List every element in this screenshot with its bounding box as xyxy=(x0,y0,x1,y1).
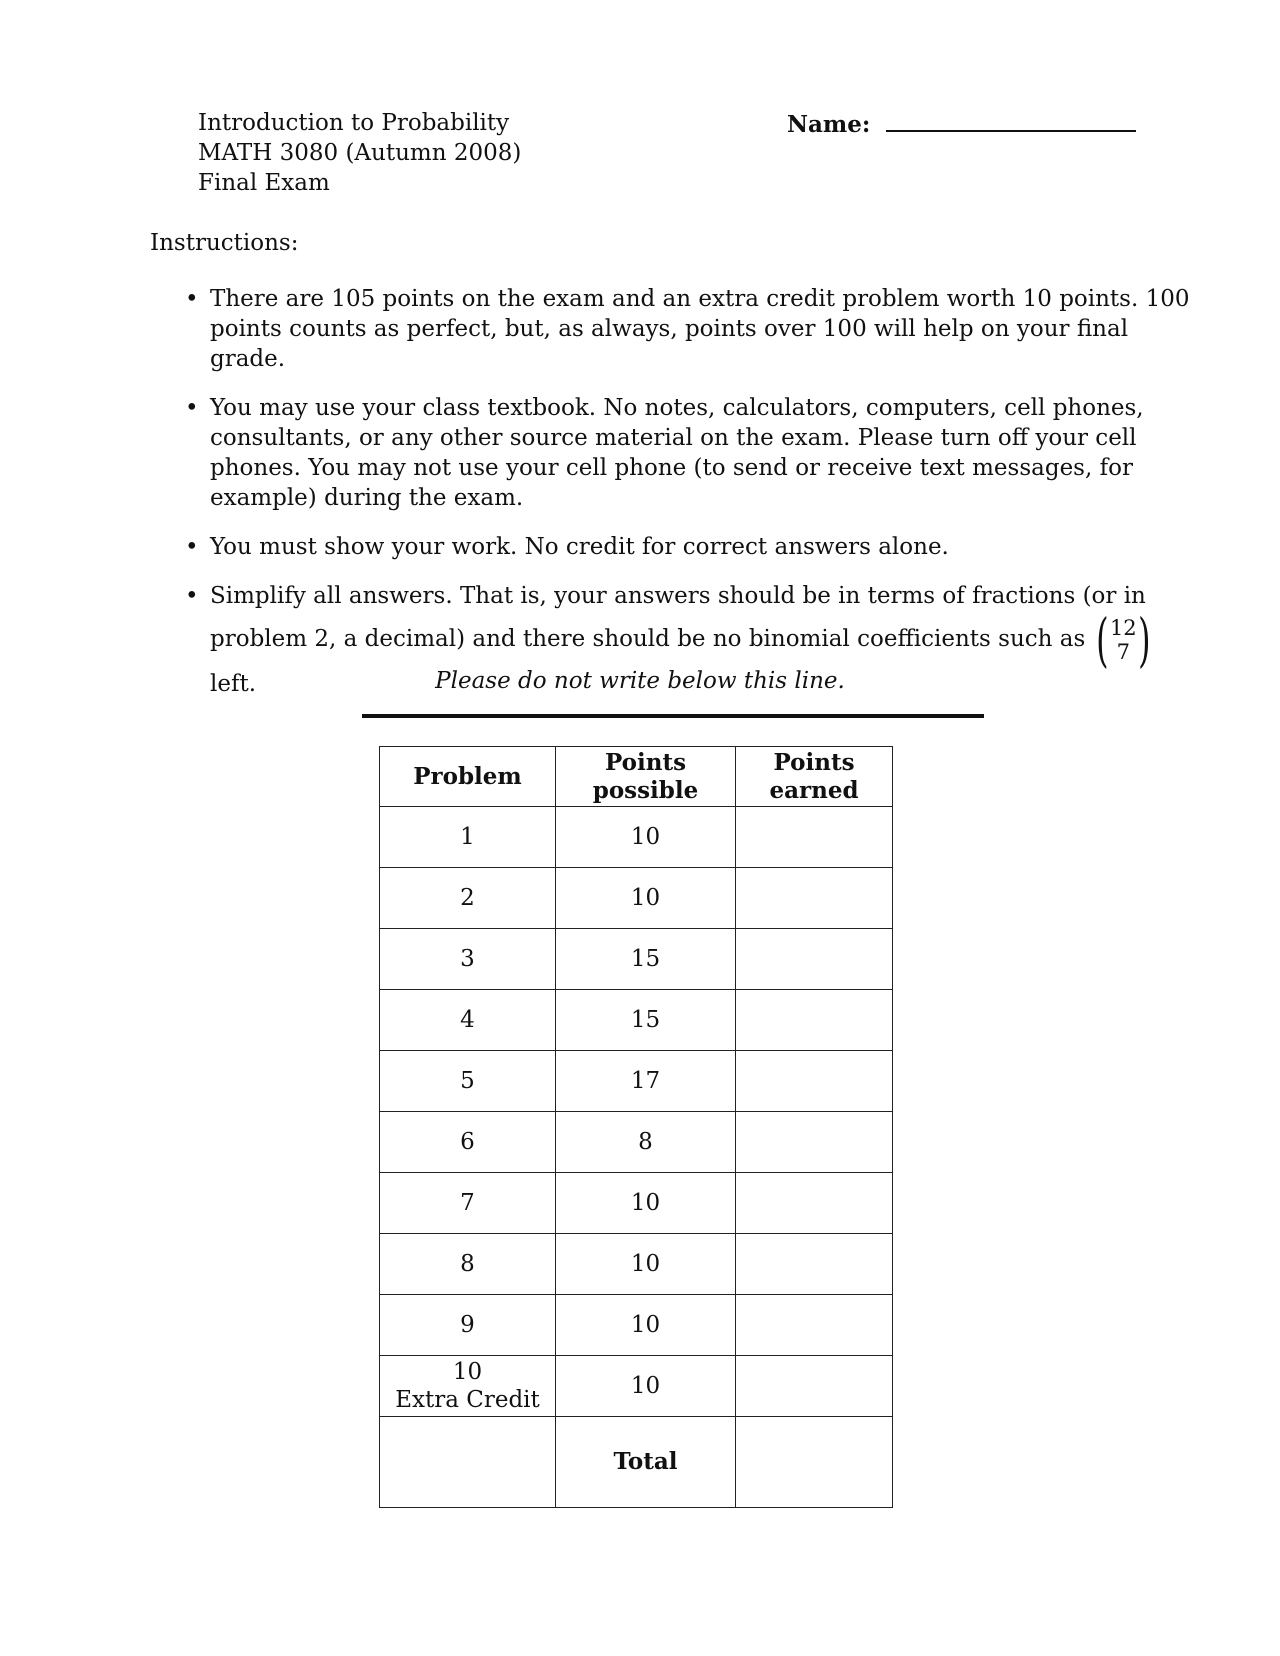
header-points-possible: Points possible xyxy=(556,747,736,807)
points-possible: 10 xyxy=(556,1295,736,1356)
problem-number: 4 xyxy=(380,990,556,1051)
instructions-title: Instructions: xyxy=(150,230,299,256)
problem-number: 9 xyxy=(380,1295,556,1356)
points-earned-cell[interactable] xyxy=(736,1295,893,1356)
score-table xyxy=(379,746,893,1508)
points-possible: 10 xyxy=(556,1356,736,1417)
table-row xyxy=(380,868,893,929)
score-table-header xyxy=(380,747,893,807)
problem-number: 6 xyxy=(380,1112,556,1173)
points-possible: 10 xyxy=(556,1173,736,1234)
extra-credit-label: Extra Credit xyxy=(395,1387,540,1413)
instruction-text: Simplify all answers. That is, your answers should be in terms of fractions (or in problem 2, a decimal) and there should be no binomial coefficients such as xyxy=(210,583,1146,652)
binomial-bottom: 7 xyxy=(1116,640,1130,664)
header-problem: Problem xyxy=(380,747,556,807)
points-earned-cell[interactable] xyxy=(736,1356,893,1417)
problem-number: 8 xyxy=(380,1234,556,1295)
instruction-text: You must show your work. No credit for correct answers alone. xyxy=(210,534,949,560)
binomial-top: 12 xyxy=(1109,616,1137,640)
instruction-text: There are 105 points on the exam and an extra credit problem worth 10 points. 100 points counts as perfect, but, as always, points over 100 will help on your final grade. xyxy=(210,286,1190,372)
divider-rule xyxy=(362,714,984,718)
total-empty-cell xyxy=(380,1417,556,1508)
problem-number-extra-credit: 10 Extra Credit xyxy=(380,1356,556,1417)
table-row xyxy=(380,1234,893,1295)
table-row-extra-credit xyxy=(380,1356,893,1417)
bullet-icon: • xyxy=(185,395,199,421)
table-row xyxy=(380,1173,893,1234)
do-not-write-note: Please do not write below this line. xyxy=(435,668,845,694)
course-title: Introduction to Probability xyxy=(198,110,510,136)
problem-number: 2 xyxy=(380,868,556,929)
table-row xyxy=(380,990,893,1051)
course-code: MATH 3080 (Autumn 2008) xyxy=(198,140,522,166)
points-earned-cell[interactable] xyxy=(736,929,893,990)
instructions-list xyxy=(185,284,1200,718)
points-possible: 17 xyxy=(556,1051,736,1112)
name-block xyxy=(787,108,1136,140)
points-possible: 15 xyxy=(556,929,736,990)
points-possible: 10 xyxy=(556,868,736,929)
bullet-icon: • xyxy=(185,286,199,312)
course-info xyxy=(198,108,521,198)
table-row xyxy=(380,807,893,868)
total-label: Total xyxy=(556,1417,736,1508)
binomial-coefficient: (12 7 ) xyxy=(1096,606,1151,674)
bullet-icon: • xyxy=(185,534,199,560)
table-row xyxy=(380,1295,893,1356)
instruction-item xyxy=(185,284,1200,374)
header-points-earned: Points earned xyxy=(736,747,893,807)
points-possible: 10 xyxy=(556,807,736,868)
points-earned-cell[interactable] xyxy=(736,868,893,929)
name-blank-line[interactable] xyxy=(886,108,1136,132)
instruction-item xyxy=(185,532,1200,562)
points-possible: 8 xyxy=(556,1112,736,1173)
instruction-item xyxy=(185,393,1200,513)
table-row xyxy=(380,1112,893,1173)
points-earned-cell[interactable] xyxy=(736,807,893,868)
problem-number: 1 xyxy=(380,807,556,868)
points-earned-cell[interactable] xyxy=(736,1051,893,1112)
points-earned-cell[interactable] xyxy=(736,1112,893,1173)
name-label: Name: xyxy=(787,111,871,138)
bullet-icon: • xyxy=(185,583,199,609)
points-earned-cell[interactable] xyxy=(736,1234,893,1295)
table-row-total xyxy=(380,1417,893,1508)
points-earned-cell[interactable] xyxy=(736,990,893,1051)
problem-number: 7 xyxy=(380,1173,556,1234)
instruction-tail: left. xyxy=(210,671,257,697)
table-row xyxy=(380,1051,893,1112)
total-earned-cell[interactable] xyxy=(736,1417,893,1508)
problem-number: 3 xyxy=(380,929,556,990)
exam-title: Final Exam xyxy=(198,170,330,196)
instruction-text: You may use your class textbook. No notes, calculators, computers, cell phones, consultants, or any other source material on the exam. Please turn off your cell phones. You may not use your cell phone (to send or receive text messages, for example) during the exam. xyxy=(210,395,1144,511)
points-earned-cell[interactable] xyxy=(736,1173,893,1234)
points-possible: 10 xyxy=(556,1234,736,1295)
problem-number: 5 xyxy=(380,1051,556,1112)
points-possible: 15 xyxy=(556,990,736,1051)
table-row xyxy=(380,929,893,990)
